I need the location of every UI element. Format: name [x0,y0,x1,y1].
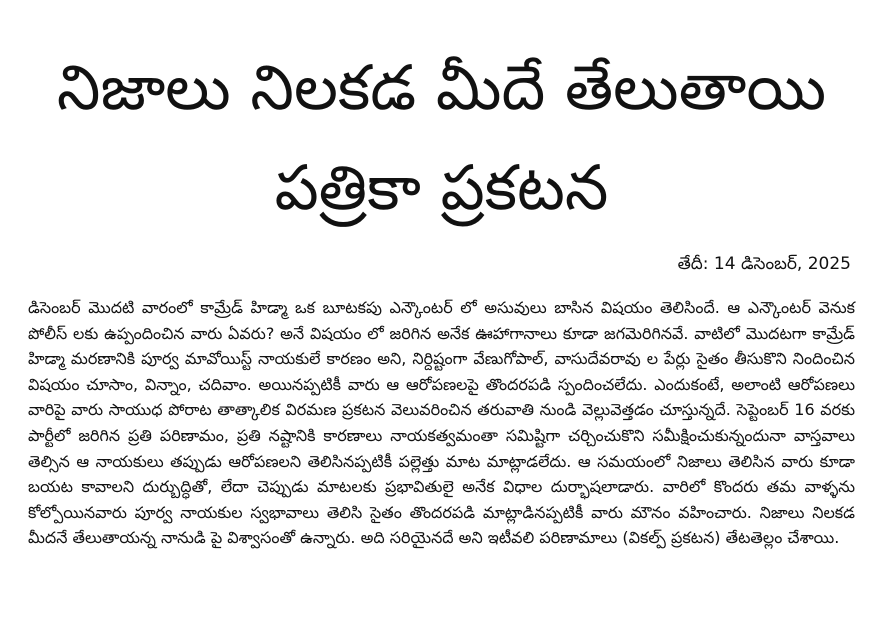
document-title-line-2: పత్రికా ప్రకటన [274,151,609,224]
document-date: తేదీ: 14 డిసెంబర్, 2025 [677,254,851,274]
document-title-line-1: నిజాలు నిలకడ మీదే తేలుతాయి [56,51,827,124]
document-body-paragraph: డిసెంబర్ మొదటి వారంలో కామ్రేడ్ హిడ్మా ఒక బూటకపు ఎన్కౌంటర్ లో అసువులు బాసిన విషయం తెలిసిందే. ఆ ఎన్కౌంటర్ వెనుక పోలీస్ లకు ఉప్పందించిన వారు ఏవరు? అనే విషయం లో జరిగిన అనేక ఊహాగానాలు కూడా జగమెరిగినవే. వాటిలో మొదటగా కామ్రేడ్ హిడ్మా మరణానికి పూర్వ మావోయిస్ట్ నాయకులే కారణం అని, నిర్దిష్టంగా వేణుగోపాల్, వాసుదేవరావు ల పేర్లు సైతం తీసుకొని నిందించిన విషయం చూసాం, విన్నాం, చదివాం. అయినప్పటికీ వారు ఆ ఆరోపణలపై తొందరపడి స్పందించలేదు. ఎందుకంటే, అలాంటి ఆరోపణలు వారిపై వారు సాయుధ పోరాట తాత్కాలిక విరమణ ప్రకటన వెలువరించిన తరువాతి నుండి వెల్లువెత్తడం చూస్తున్నదే. సెప్టెంబర్ 16 వరకు పార్టీలో జరిగిన ప్రతి పరిణామం, ప్రతి నష్టానికి కారణాలు నాయకత్వమంతా సమిష్టిగా చర్చించుకొని సమీక్షించుకున్నందునా వాస్తవాలు తెల్సిన ఆ నాయకులు తప్పుడు ఆరోపణలని తెలిసినప్పటికీ పల్లెత్తు మాట మాట్లాడలేదు. ఆ సమయంలో నిజాలు తెలిసిన వారు కూడా బయట కావాలని దుర్బుద్ధితో, లేదా చెప్పుడు మాటలకు ప్రభావితులై అనేక విధాల దుర్భాషలాడారు. వారిలో కొందరు తమ వాళ్ళను కోల్పోయినవారు పూర్వ నాయకుల స్వభావాలు తెలిసి సైతం తొందరపడి మాట్లాడినప్పటికీ వారు మౌనం వహించారు. నిజాలు నిలకడ మీదనే తేలుతాయన్న నానుడి పై విశ్వాసంతో ఉన్నారు. అది సరియైనదే అని ఇటీవలి పరిణామాలు (వికల్ప్ ప్రకటన) తేటతెల్లం చేశాయి. [28,298,855,548]
